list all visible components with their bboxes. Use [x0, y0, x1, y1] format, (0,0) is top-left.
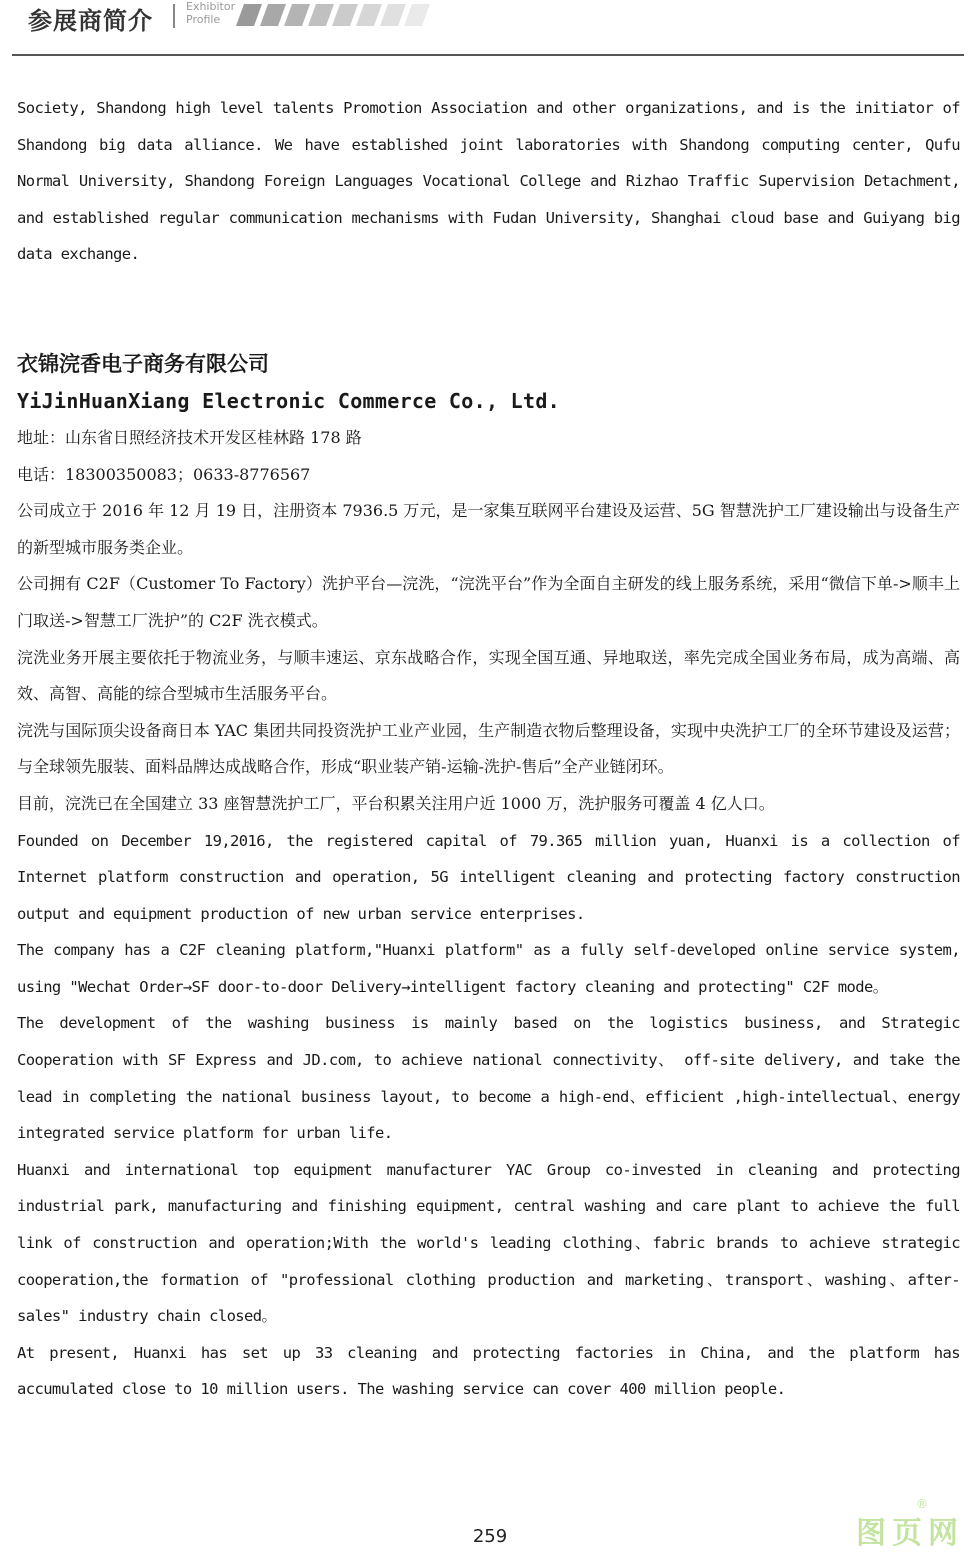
cn-paragraph: 公司拥有 C2F（Customer To Factory）洗护平台—浣洗，“浣洗平台”作为全面自主研发的线上服务系统，采用“微信下单->顺丰上门取送->智慧工厂洗护”的 C2F 洗衣模式。 [17, 574, 960, 630]
section-subtitle [186, 0, 235, 26]
header-stripes-decoration [236, 4, 436, 26]
intro-paragraph: Society, Shandong high level talents Promotion Association and other organizations, and is the initiator of Shandong big data alliance. We have established joint laboratories with Shandong computing center, Qufu Normal University, Shandong Foreign Languages Vocational College and Rizhao Traffic Supervision Detachment, and established regular communication mechanisms with Fudan University, Shanghai cloud base and Guiyang big data exchange. [17, 99, 960, 264]
section-title: 参展商简介 [28, 7, 153, 35]
company-name-en: YiJinHuanXiang Electronic Commerce Co., Ltd. [17, 388, 561, 413]
company-phone: 电话：18300350083；0633-8776567 [17, 464, 311, 484]
en-paragraph: Founded on December 19,2016, the registered capital of 79.365 million yuan, Huanxi is a collection of Internet platform construction and operation, 5G intelligent cleaning and protecting factory construction output and equipment production of new urban service enterprises. [17, 831, 960, 923]
en-paragraph: The development of the washing business is mainly based on the logistics business, and Strategic Cooperation with SF Express and JD.com, to achieve national connectivity、 off-site delivery, and take the lead in completing the national business layout, to become a high-end、efficient ,high-intellectual、energy integrated service platform for urban life. [17, 1014, 960, 1143]
section-subtitle-line2: Profile [186, 13, 221, 26]
cn-paragraph: 浣洗业务开展主要依托于物流业务，与顺丰速运、京东战略合作，实现全国互通、异地取送，率先完成全国业务布局，成为高端、高效、高智、高能的综合型城市生活服务平台。 [17, 647, 960, 704]
cn-paragraph: 目前，浣洗已在全国建立 33 座智慧洗护工厂，平台积累关注用户近 1000 万，洗护服务可覆盖 4 亿人口。 [17, 793, 775, 813]
page-header [0, 0, 980, 60]
registered-mark: ® [916, 1497, 928, 1511]
en-paragraph: The company has a C2F cleaning platform,"Huanxi platform" as a fully self-developed online service system, using "Wechat Order→SF door-to-door Delivery→intelligent factory cleaning and protecting" C2F mode。 [17, 941, 960, 996]
watermark-logo: 图页网 [856, 1516, 964, 1551]
company-address: 地址：山东省日照经济技术开发区桂林路 178 路 [17, 427, 362, 447]
en-paragraph: At present, Huanxi has set up 33 cleaning and protecting factories in China, and the platform has accumulated close to 10 million users. The washing service can cover 400 million people. [17, 1343, 960, 1399]
section-subtitle-line1: Exhibitor [186, 0, 236, 13]
page-body [17, 90, 960, 1408]
en-paragraph: Huanxi and international top equipment manufacturer YAC Group co-invested in cleaning and protecting industrial park, manufacturing and finishing equipment, central washing and care plant to achieve the full link of construction and operation;With the world's leading clothing、fabric brands to achieve strategic cooperation,the formation of "professional clothing production and marketing、transport、washing、after-sales" industry chain closed。 [17, 1160, 960, 1326]
header-rule [12, 54, 964, 56]
page-number: 259 [472, 1526, 508, 1547]
header-divider [173, 4, 175, 28]
cn-paragraph: 浣洗与国际顶尖设备商日本 YAC 集团共同投资洗护工业产业园，生产制造衣物后整理设备，实现中央洗护工厂的全环节建设及运营；与全球领先服装、面料品牌达成战略合作，形成“职业装产销-运输-洗护-售后”全产业链闭环。 [17, 720, 960, 777]
cn-paragraph: 公司成立于 2016 年 12 月 19 日，注册资本 7936.5 万元，是一家集互联网平台建设及运营、5G 智慧洗护工厂建设输出与设备生产的新型城市服务类企业。 [17, 501, 960, 557]
company-name-cn: 衣锦浣香电子商务有限公司 [17, 351, 269, 376]
